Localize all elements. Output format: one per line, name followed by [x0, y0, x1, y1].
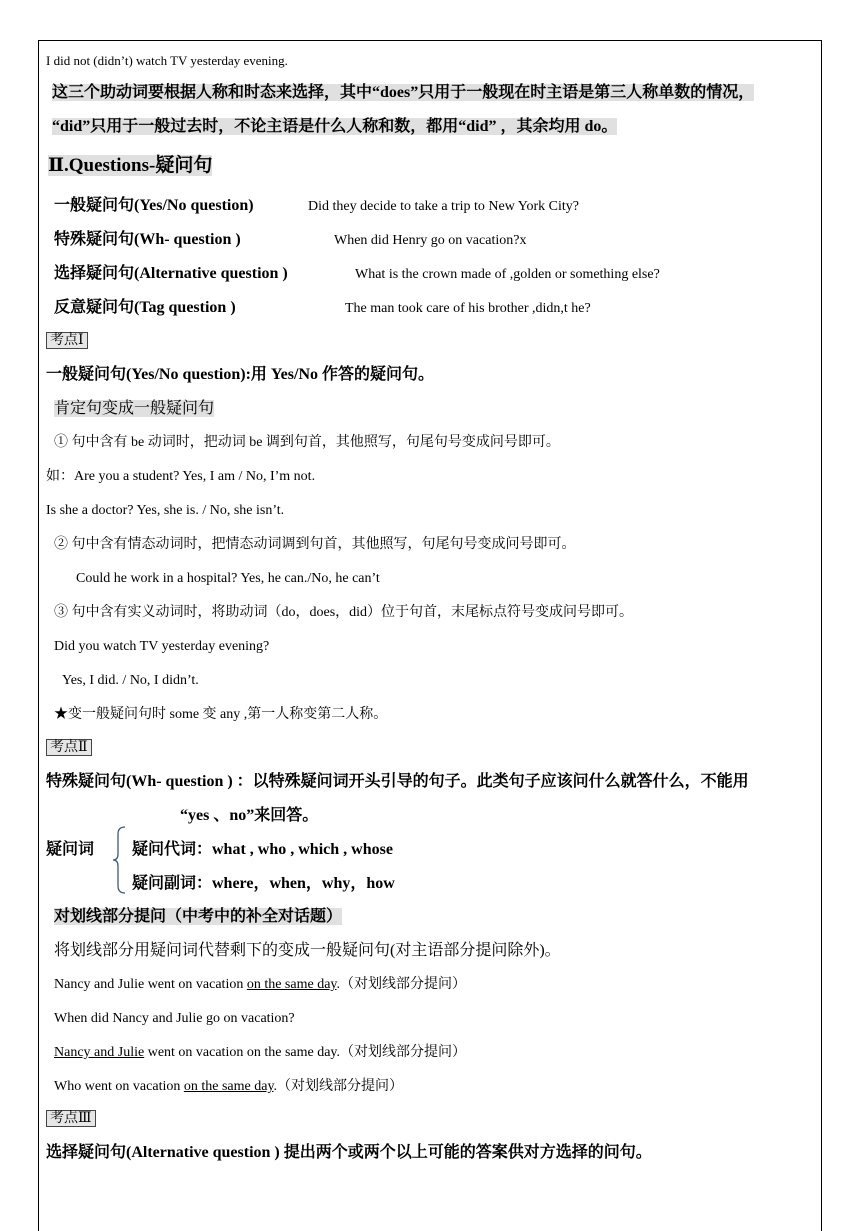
qtype-example: When did Henry go on vacation?x [334, 233, 527, 248]
alt-title: 选择疑问句(Alternative question ) 提出两个或两个以上可能的答案供对方选择的问句。 [46, 1144, 652, 1161]
section-title: Ⅱ.Questions-疑问句 [48, 155, 213, 176]
example-line: When did Nancy and Julie go on vacation? [54, 1011, 295, 1026]
kaodian-tag: 考点Ⅲ [46, 1110, 96, 1128]
example-line: 如：Are you a student? Yes, I am / No, I’m not. [46, 469, 316, 484]
qtype-example: What is the crown made of ,golden or something else? [355, 267, 660, 282]
qtype-label: 特殊疑问句(Wh- question ) [54, 231, 241, 248]
example-line: Did you watch TV yesterday evening? [54, 639, 270, 654]
wh-title-cont: “yes 、no”来回答。 [180, 807, 319, 824]
kaodian-tag: 考点Ⅰ [46, 332, 88, 350]
kaodian-tag: 考点Ⅱ [46, 739, 92, 757]
qtype-label: 选择疑问句(Alternative question ) [54, 265, 288, 282]
note-line: “did”只用于一般过去时，不论主语是什么人称和数，都用“did” ，其余均用 do。 [52, 118, 618, 135]
example-line: I did not (didn’t) watch TV yesterday evening. [46, 53, 288, 68]
qtype-example: The man took care of his brother ,didn,t he? [345, 301, 591, 316]
yn-subtitle: 肯定句变成一般疑问句 [54, 400, 215, 417]
brace-icon [112, 826, 126, 894]
underline-rule: 将划线部分用疑问词代替剩下的变成一般疑问句(对主语部分提问除外)。 [54, 942, 561, 959]
rule-line: ① 句中含有 be 动词时，把动词 be 调到句首，其他照写，句尾句号变成问号即可。 [54, 435, 560, 450]
example-line: Who went on vacation on the same day.（对划线部分提问） [54, 1079, 404, 1094]
qtype-example: Did they decide to take a trip to New York City? [308, 199, 580, 214]
rule-line: ② 句中含有情态动词时，把情态动词调到句首，其他照写，句尾句号变成问号即可。 [54, 537, 576, 552]
example-line: Is she a doctor? Yes, she is. / No, she isn’t. [46, 503, 285, 518]
yiwenci-label: 疑问词 [46, 841, 95, 858]
qtype-label: 一般疑问句(Yes/No question) [54, 197, 254, 214]
pronouns-line: 疑问代词：what , who , which , whose [132, 841, 393, 858]
underline-title: 对划线部分提问（中考中的补全对话题） [54, 908, 343, 925]
star-note: ★变一般疑问句时 some 变 any ,第一人称变第二人称。 [54, 707, 388, 722]
example-line: Nancy and Julie went on vacation on the same day.（对划线部分提问） [54, 1045, 467, 1060]
rule-line: ③ 句中含有实义动词时，将助动词（do，does，did）位于句首，末尾标点符号变成问号即可。 [54, 605, 634, 620]
note-line: 这三个助动词要根据人称和时态来选择，其中“does”只用于一般现在时主语是第三人称单数的情况， [52, 84, 755, 101]
example-line: Nancy and Julie went on vacation on the same day.（对划线部分提问） [54, 977, 467, 992]
example-line: Could he work in a hospital? Yes, he can./No, he can’t [76, 571, 380, 586]
example-line: Yes, I did. / No, I didn’t. [62, 673, 199, 688]
wh-title: 特殊疑问句(Wh- question ) ：以特殊疑问词开头引导的句子。此类句子应该问什么就答什么，不能用 [46, 773, 749, 790]
qtype-label: 反意疑问句(Tag question ) [54, 299, 236, 316]
adverbs-line: 疑问副词：where，when，why，how [132, 875, 395, 892]
yn-title: 一般疑问句(Yes/No question):用 Yes/No 作答的疑问句。 [46, 366, 435, 383]
